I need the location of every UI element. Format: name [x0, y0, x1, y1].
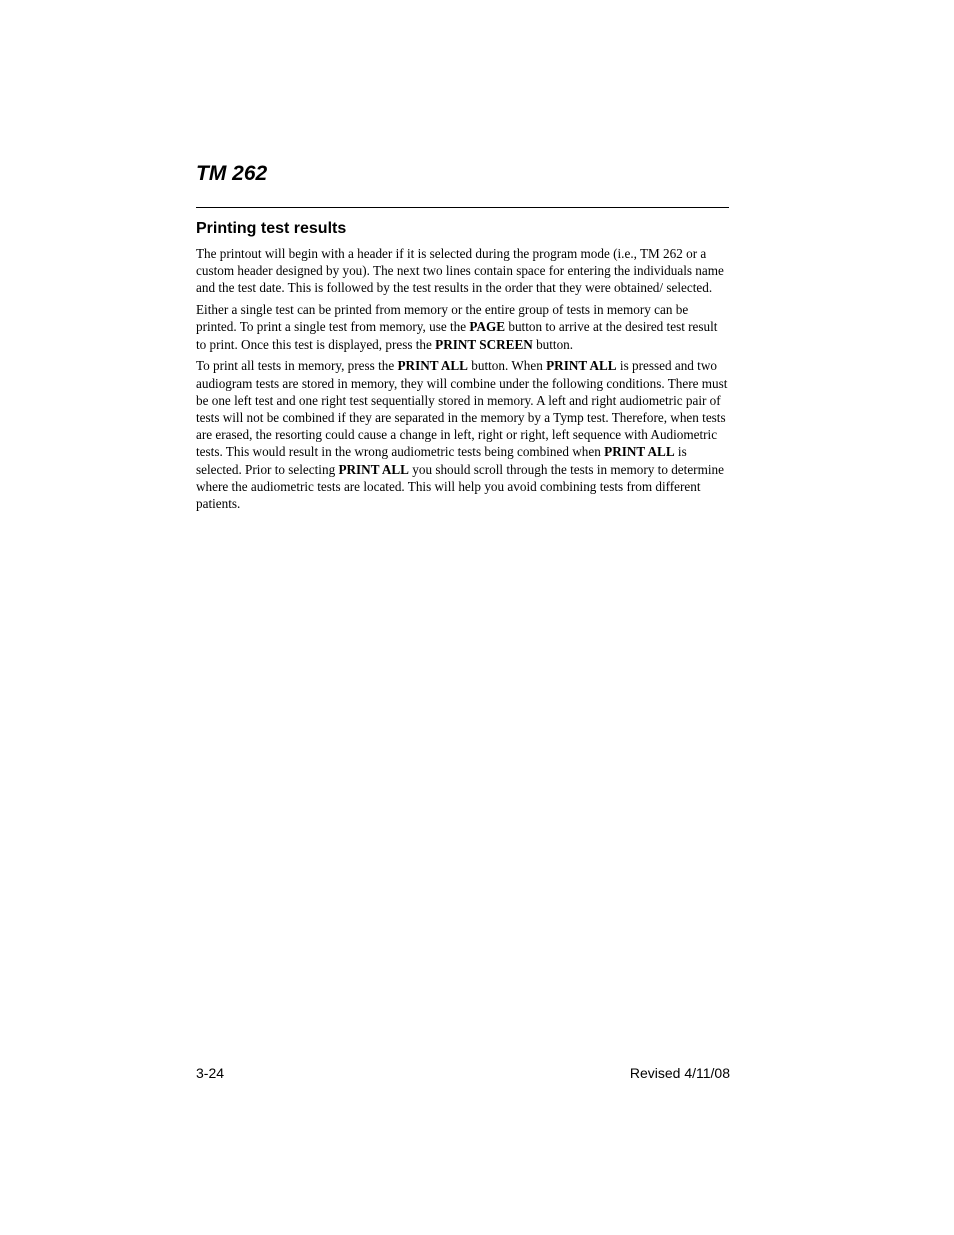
- page-title: TM 262: [196, 162, 268, 185]
- paragraph-3: [196, 357, 730, 512]
- text-run: The printout will begin with a header if it is selected during the program mode (i.e., TM 262 or a custom header designed by you). The next two lines contain space for entering the individuals name and the test date. This is followed by the test results in the order that they were obtained/ selected.: [196, 246, 724, 296]
- button-name-print-all: PRINT ALL: [546, 358, 617, 374]
- button-name-print-all: PRINT ALL: [338, 461, 409, 477]
- text-run: is pressed and two audiogram tests are stored in memory, they will combine under the following conditions. There must be one left test and one right test sequentially stored in memory. A left and right audiometric pair of tests will not be combined if they are separated in the memory by a Tymp test. Therefore, when tests are erased, the resorting could cause a change in left, right or right, left sequence with Audiometric tests. This would result in the wrong audiometric tests being combined when: [196, 358, 728, 460]
- section-heading: Printing test results: [196, 220, 347, 237]
- text-run: To print all tests in memory, press the: [196, 358, 398, 374]
- button-name-print-screen: PRINT SCREEN: [435, 336, 533, 352]
- text-run: button. When: [467, 358, 547, 374]
- revision-date: Revised 4/11/08: [629, 1065, 730, 1081]
- text-run: you should scroll through the tests in memory to determine where the audiometric tests are located. This will help you avoid combining tests from different patients.: [196, 461, 724, 512]
- body-text: [196, 245, 730, 517]
- page-number: 3-24: [196, 1065, 225, 1081]
- button-name-page: PAGE: [469, 319, 506, 335]
- text-run: button.: [532, 336, 574, 352]
- button-name-print-all: PRINT ALL: [397, 358, 468, 374]
- title-divider: [196, 207, 729, 208]
- paragraph-2: [196, 301, 730, 353]
- text-run: Either a single test can be printed from memory or the entire group of tests in memory can be printed. To print a single test from memory, use the: [196, 302, 689, 335]
- text-run: is selected. Prior to selecting: [196, 444, 687, 477]
- paragraph-1: [196, 245, 730, 297]
- button-name-print-all: PRINT ALL: [604, 444, 675, 460]
- text-run: button to arrive at the desired test result to print. Once this test is displayed, press the: [196, 319, 718, 352]
